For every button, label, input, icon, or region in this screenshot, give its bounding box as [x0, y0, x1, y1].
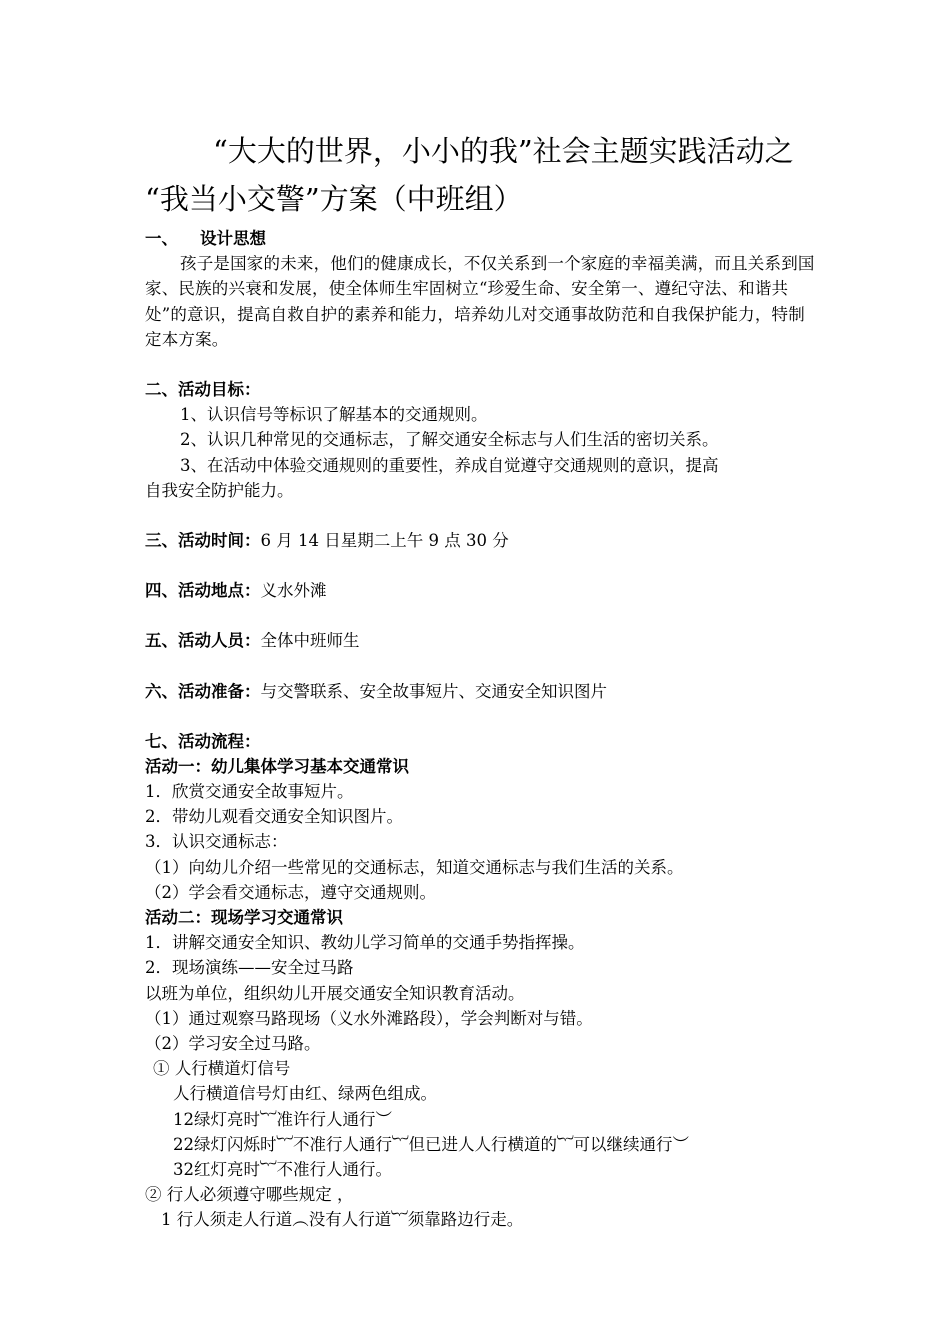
list-item: 1．欣赏交通安全故事短片。: [145, 782, 354, 802]
list-item: 1 行人须走人行道︵没有人行道︸须靠路边行走。: [161, 1210, 524, 1230]
list-item: 人行横道信号灯由红、绿两色组成。: [173, 1084, 437, 1104]
list-item: ② 行人必须遵守哪些规定 ，: [145, 1185, 354, 1205]
goal-item-1: 1、认识信号等标识了解基本的交通规则。: [180, 405, 488, 425]
list-item: 1．讲解交通安全知识、教幼儿学习简单的交通手势指挥操。: [145, 933, 585, 953]
preparation-value: 与交警联系、安全故事短片、交通安全知识图片: [260, 681, 607, 701]
list-item: 2．带幼儿观看交通安全知识图片。: [145, 807, 403, 827]
list-item: （2）学习安全过马路。: [145, 1033, 321, 1053]
list-item: （1）向幼儿介绍一些常见的交通标志，知道交通标志与我们生活的关系。: [145, 857, 684, 877]
section-location: [145, 578, 815, 603]
list-item: 22绿灯闪烁时︸不准行人通行︸但已进人人行横道的︸可以继续通行︶: [173, 1134, 689, 1154]
goal-item-3-cont: 自我安全防护能力。: [145, 480, 294, 500]
location-value: 义水外滩: [260, 581, 327, 601]
list-item: （2）学会看交通标志，遵守交通规则。: [145, 882, 436, 902]
section-heading-goals: 二、活动目标：: [145, 380, 261, 399]
list-item: 32红灯亮时︸不准行人通行。: [173, 1159, 392, 1179]
section-title: 设计思想: [200, 229, 266, 248]
section-preparation: [145, 679, 815, 704]
list-item: 以班为单位，组织幼儿开展交通安全知识教育活动。: [145, 983, 525, 1003]
section-heading-design: [145, 226, 815, 251]
design-paragraph: 孩子是国家的未来，他们的健康成长，不仅关系到一个家庭的幸福美满，而且关系到国家、民族的兴衰和发展，使全体师生牢固树立“珍爱生命、安全第一、遵纪守法、和谐共处”的意识，提高自救自护的素养和能力，培养幼儿对交通事故防范和自我保护能力，特制定本方案。: [145, 254, 815, 349]
time-label: 三、活动时间：: [145, 530, 261, 550]
document-title-line-1: “大大的世界，小小的我”社会主题实践活动之: [213, 134, 794, 168]
document-body: [145, 226, 815, 1232]
preparation-label: 六、活动准备：: [145, 681, 261, 701]
participants-label: 五、活动人员：: [145, 631, 261, 651]
list-item: 12绿灯亮时︸准许行人通行︶: [173, 1109, 392, 1129]
time-value: 6 月 14 日星期二上午 9 点 30 分: [260, 530, 509, 550]
goal-item-2: 2、认识几种常见的交通标志，了解交通安全标志与人们生活的密切关系。: [180, 430, 719, 450]
location-label: 四、活动地点：: [145, 581, 261, 601]
list-item: 3．认识交通标志：: [145, 832, 288, 852]
section-heading-process: 七、活动流程：: [145, 731, 261, 751]
list-item: （1）通过观察马路现场（义水外滩路段），学会判断对与错。: [145, 1008, 593, 1028]
section-number: 一、: [145, 229, 178, 248]
section-time: [145, 528, 815, 553]
list-item: 2．现场演练——安全过马路: [145, 958, 354, 978]
list-item: ① 人行横道灯信号: [153, 1059, 291, 1079]
activity-2-heading: 活动二：现场学习交通常识: [145, 908, 343, 927]
participants-value: 全体中班师生: [260, 631, 360, 651]
section-participants: [145, 628, 815, 653]
goal-item-3: 3、在活动中体验交通规则的重要性，养成自觉遵守交通规则的意识，提高: [180, 455, 719, 475]
activity-1-heading: 活动一：幼儿集体学习基本交通常识: [145, 756, 409, 776]
document-title-line-2: “我当小交警”方案（中班组）: [145, 182, 523, 216]
